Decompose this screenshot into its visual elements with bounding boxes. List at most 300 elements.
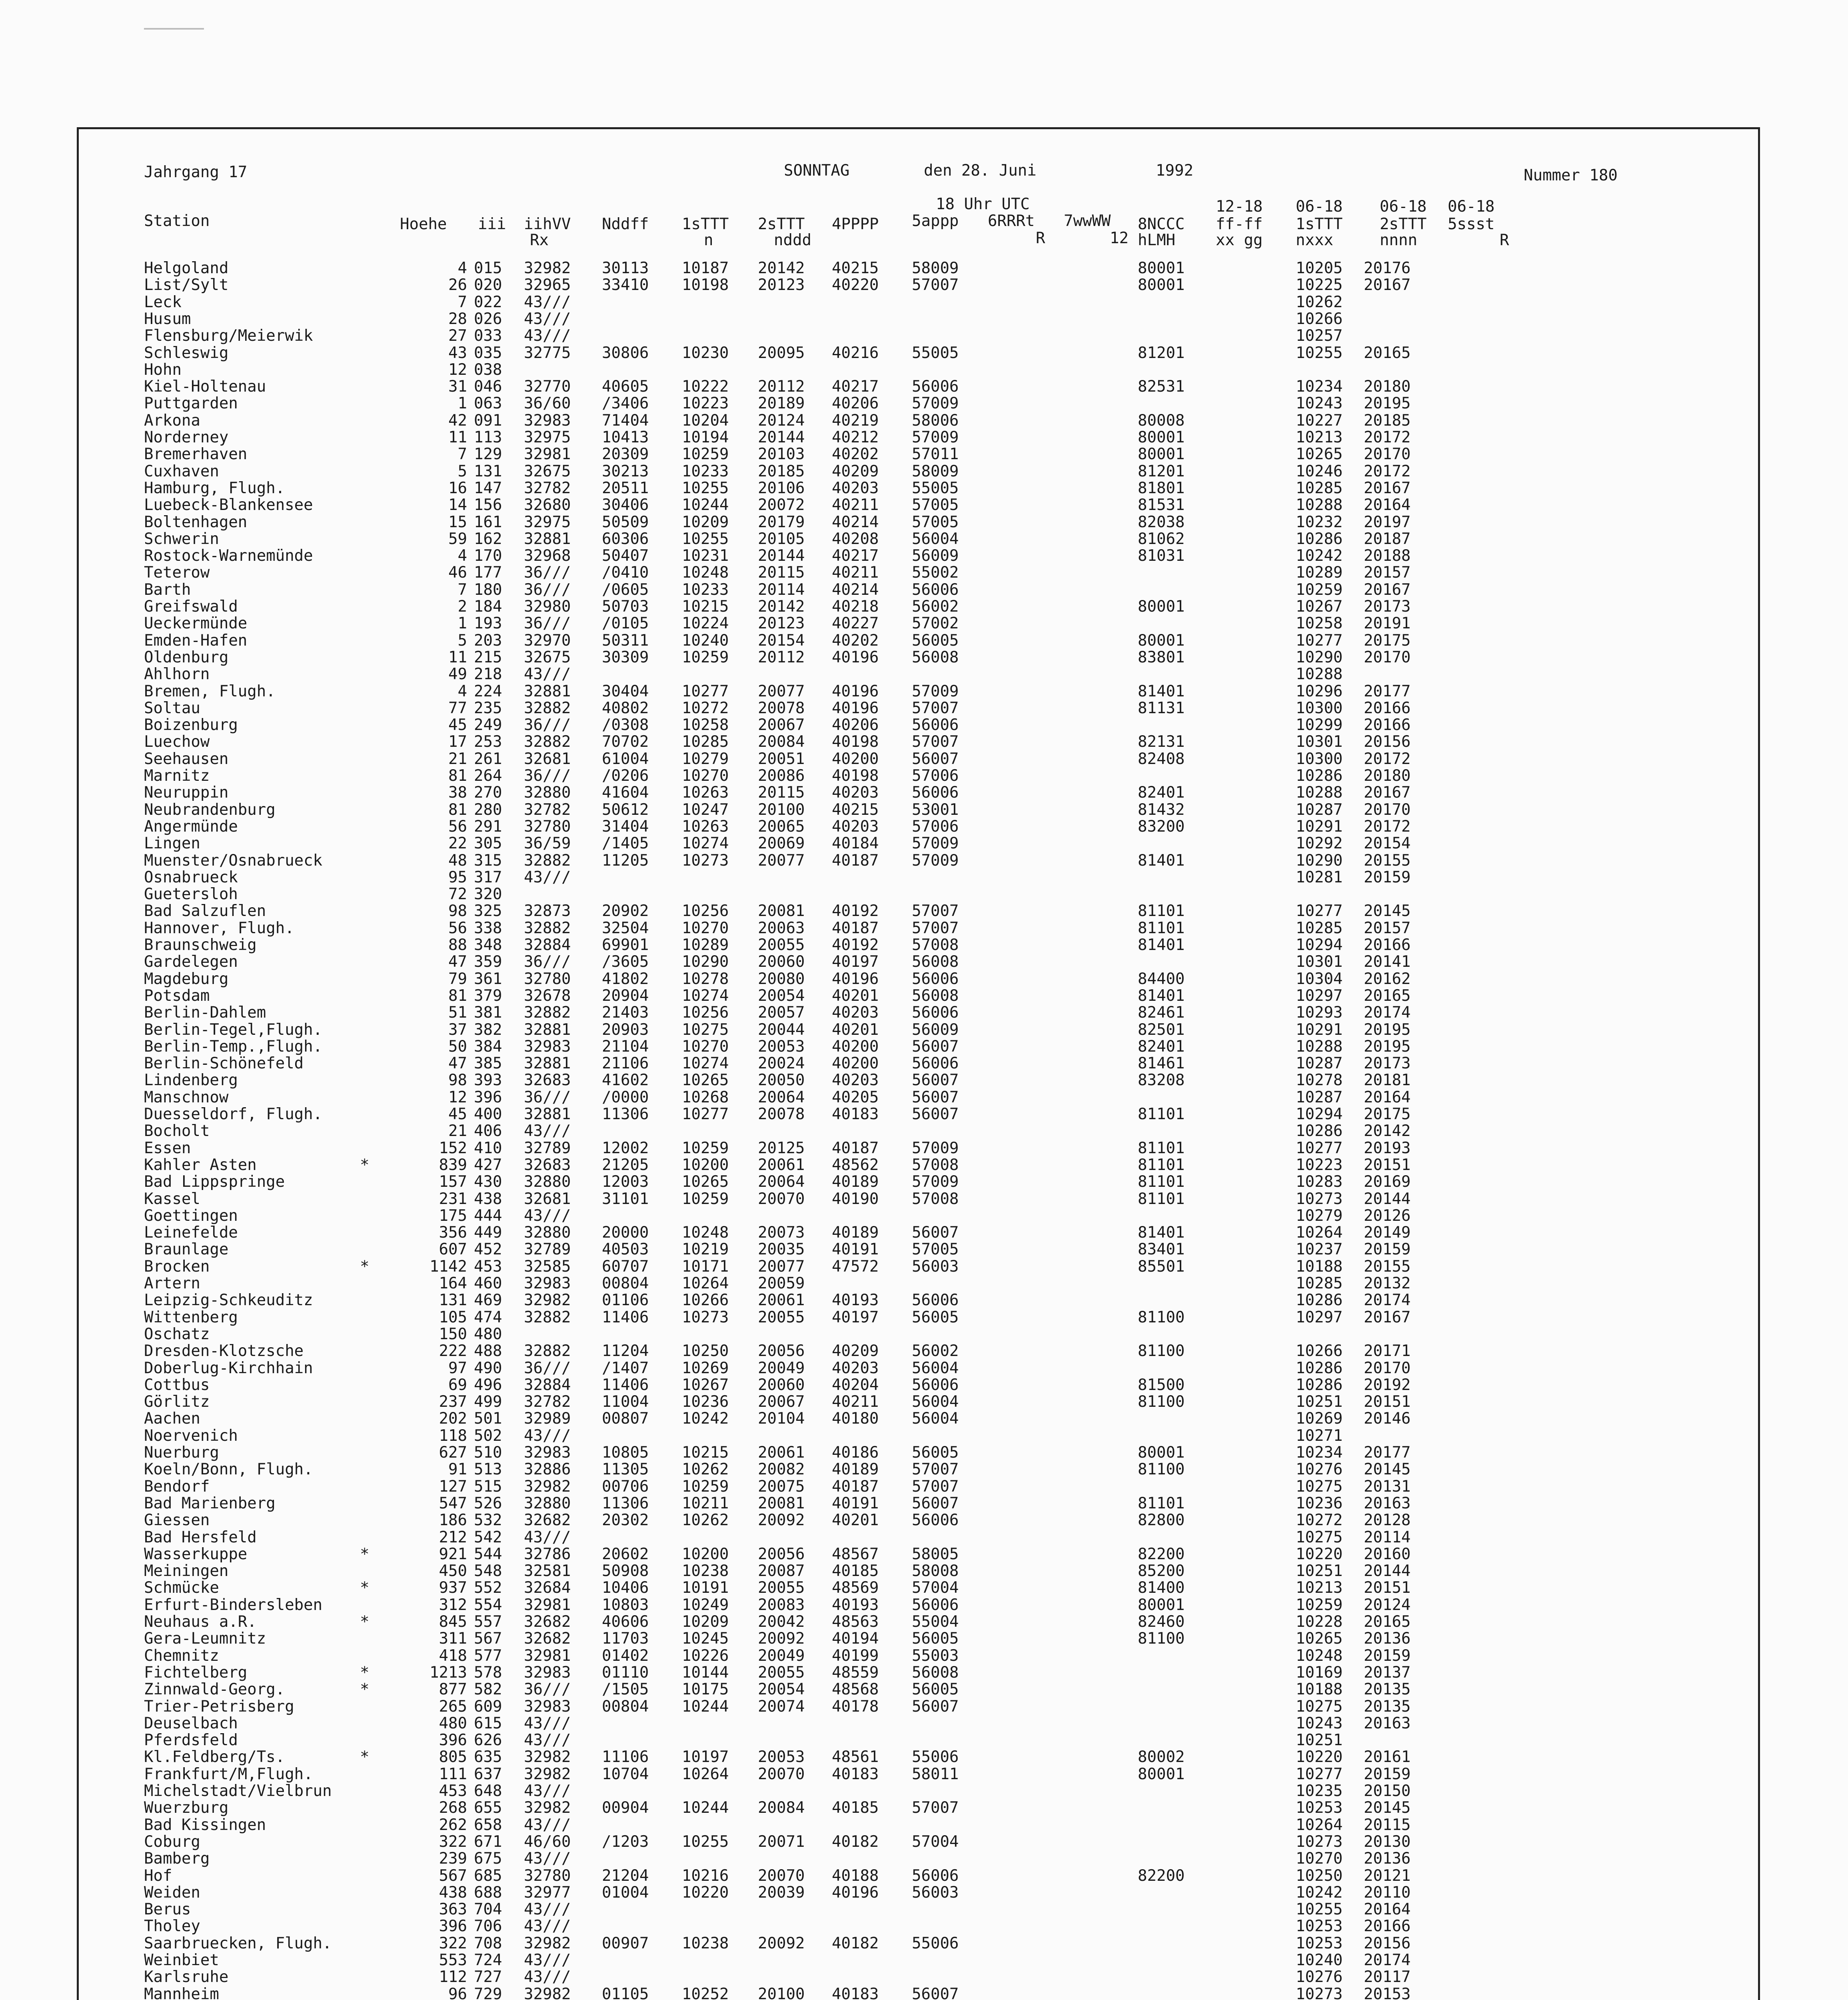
station-name: Giessen xyxy=(144,1511,210,1530)
station-marker: * xyxy=(360,1613,370,1631)
station-iii: 384 xyxy=(474,1037,502,1056)
station-iii: 410 xyxy=(474,1139,502,1157)
station-1sttt-nxxx: 10297 xyxy=(1296,986,1343,1005)
table-row xyxy=(0,277,1680,294)
station-1sttt-nxxx: 10279 xyxy=(1296,1206,1343,1225)
station-8nccc: 81101 xyxy=(1138,1494,1185,1512)
station-2sttt: 20055 xyxy=(758,1579,805,1597)
station-5appp: 56006 xyxy=(912,1511,959,1530)
station-nddff: 60306 xyxy=(602,530,649,548)
station-5appp: 56007 xyxy=(912,1071,959,1090)
station-iihvv: 32980 xyxy=(524,598,571,616)
station-8nccc: 80001 xyxy=(1138,1765,1185,1783)
table-row xyxy=(0,1529,1680,1546)
station-4pppp: 40196 xyxy=(832,682,879,700)
station-5appp: 55006 xyxy=(912,1748,959,1766)
station-1sttt: 10200 xyxy=(682,1156,729,1174)
station-4pppp: 40214 xyxy=(832,513,879,531)
station-name: Husum xyxy=(144,310,191,328)
station-1sttt-nxxx: 10264 xyxy=(1296,1224,1343,1242)
station-5appp: 56006 xyxy=(912,1866,959,1885)
station-1sttt-nxxx: 10253 xyxy=(1296,1917,1343,1936)
station-5appp: 56008 xyxy=(912,648,959,666)
station-1sttt: 10194 xyxy=(682,428,729,446)
station-8nccc: 82408 xyxy=(1138,750,1185,768)
station-2sttt-nnnn: 20124 xyxy=(1364,1596,1411,1614)
header-4pppp: 4PPPP xyxy=(832,215,879,233)
station-iii: 430 xyxy=(474,1173,502,1191)
station-iii: 708 xyxy=(474,1934,502,1952)
table-row xyxy=(0,1326,1680,1343)
station-name: Luechow xyxy=(144,733,210,751)
station-2sttt: 20106 xyxy=(758,479,805,497)
station-8nccc: 81500 xyxy=(1138,1376,1185,1394)
station-1sttt: 10244 xyxy=(682,1799,729,1817)
station-1sttt: 10238 xyxy=(682,1934,729,1952)
station-iii: 499 xyxy=(474,1393,502,1411)
station-iihvv: 32983 xyxy=(524,1037,571,1056)
station-nddff: /0206 xyxy=(602,767,649,785)
station-iii: 291 xyxy=(474,817,502,836)
station-2sttt-nnnn: 20162 xyxy=(1364,970,1411,988)
station-5appp: 56007 xyxy=(912,1088,959,1106)
station-4pppp: 40201 xyxy=(832,1020,879,1039)
station-2sttt: 20051 xyxy=(758,750,805,768)
station-name: Bad Kissingen xyxy=(144,1816,266,1834)
station-iii: 406 xyxy=(474,1122,502,1140)
table-row xyxy=(0,1580,1680,1596)
station-1sttt: 10274 xyxy=(682,1054,729,1073)
station-iii: 235 xyxy=(474,699,502,717)
station-2sttt-nnnn: 20153 xyxy=(1364,1985,1411,2000)
station-4pppp: 48567 xyxy=(832,1545,879,1563)
station-name: Wittenberg xyxy=(144,1308,238,1326)
station-height: 45 xyxy=(448,716,467,734)
station-2sttt-nnnn: 20175 xyxy=(1364,1105,1411,1123)
station-1sttt-nxxx: 10237 xyxy=(1296,1240,1343,1259)
table-row xyxy=(0,1157,1680,1174)
station-2sttt-nnnn: 20146 xyxy=(1364,1410,1411,1428)
station-1sttt: 10285 xyxy=(682,733,729,751)
station-1sttt-nxxx: 10273 xyxy=(1296,1985,1343,2000)
station-name: Saarbruecken, Flugh. xyxy=(144,1934,332,1952)
station-1sttt: 10270 xyxy=(682,919,729,937)
station-name: Emden-Hafen xyxy=(144,631,248,650)
station-height: 7 xyxy=(458,580,467,599)
station-1sttt-nxxx: 10259 xyxy=(1296,580,1343,599)
table-row xyxy=(0,1749,1680,1766)
station-2sttt: 20087 xyxy=(758,1562,805,1580)
station-1sttt: 10236 xyxy=(682,1393,729,1411)
station-4pppp: 40220 xyxy=(832,276,879,294)
station-4pppp: 48559 xyxy=(832,1663,879,1682)
station-8nccc: 82401 xyxy=(1138,784,1185,802)
station-2sttt-nnnn: 20155 xyxy=(1364,1257,1411,1276)
station-iihvv: 43/// xyxy=(524,1528,571,1546)
header-1sttt-b: 1sTTT xyxy=(1296,215,1343,233)
station-2sttt: 20053 xyxy=(758,1748,805,1766)
station-5appp: 56005 xyxy=(912,631,959,650)
station-iii: 469 xyxy=(474,1291,502,1310)
station-1sttt: 10249 xyxy=(682,1596,729,1614)
table-row xyxy=(0,531,1680,548)
table-row xyxy=(0,954,1680,970)
station-name: Bendorf xyxy=(144,1477,210,1496)
station-height: 268 xyxy=(439,1799,467,1817)
station-name: Chemnitz xyxy=(144,1646,219,1665)
station-iii: 177 xyxy=(474,564,502,582)
station-2sttt-nnnn: 20130 xyxy=(1364,1832,1411,1851)
station-iii: 582 xyxy=(474,1680,502,1699)
station-iihvv: 36/// xyxy=(524,614,571,633)
station-name: Arkona xyxy=(144,411,200,430)
station-iii: 685 xyxy=(474,1866,502,1885)
station-nddff: 11106 xyxy=(602,1748,649,1766)
station-iii: 658 xyxy=(474,1816,502,1834)
station-iihvv: 32884 xyxy=(524,936,571,954)
station-iii: 325 xyxy=(474,902,502,920)
header-5appp: 5appp xyxy=(912,212,959,230)
station-iii: 544 xyxy=(474,1545,502,1563)
station-name: Gardelegen xyxy=(144,953,238,971)
station-1sttt-nxxx: 10251 xyxy=(1296,1562,1343,1580)
station-iii: 180 xyxy=(474,580,502,599)
station-1sttt-nxxx: 10299 xyxy=(1296,716,1343,734)
station-1sttt: 10264 xyxy=(682,1274,729,1292)
station-1sttt-nxxx: 10285 xyxy=(1296,479,1343,497)
station-2sttt-nnnn: 20177 xyxy=(1364,1444,1411,1462)
station-2sttt: 20125 xyxy=(758,1139,805,1157)
station-1sttt: 10242 xyxy=(682,1410,729,1428)
station-1sttt-nxxx: 10277 xyxy=(1296,631,1343,650)
station-4pppp: 40196 xyxy=(832,699,879,717)
date-label: den 28. Juni xyxy=(924,162,1037,180)
station-height: 212 xyxy=(439,1528,467,1546)
station-2sttt: 20060 xyxy=(758,953,805,971)
station-iihvv: 32873 xyxy=(524,902,571,920)
table-row xyxy=(0,784,1680,801)
station-iihvv: 32880 xyxy=(524,784,571,802)
station-iii: 033 xyxy=(474,327,502,345)
header-ff-ff: ff-ff xyxy=(1216,215,1263,233)
station-iihvv: 32983 xyxy=(524,1444,571,1462)
station-1sttt: 10263 xyxy=(682,817,729,836)
station-4pppp: 40193 xyxy=(832,1596,879,1614)
station-2sttt-nnnn: 20128 xyxy=(1364,1511,1411,1530)
station-8nccc: 81201 xyxy=(1138,462,1185,480)
station-1sttt-nxxx: 10169 xyxy=(1296,1663,1343,1682)
station-2sttt-nnnn: 20156 xyxy=(1364,733,1411,751)
station-1sttt: 10259 xyxy=(682,1190,729,1208)
station-8nccc: 81101 xyxy=(1138,919,1185,937)
station-1sttt-nxxx: 10235 xyxy=(1296,1782,1343,1800)
header-hoehe: Hoehe xyxy=(400,215,447,233)
station-name: Ueckermünde xyxy=(144,614,248,633)
station-8nccc: 81401 xyxy=(1138,936,1185,954)
table-row xyxy=(0,480,1680,497)
station-1sttt: 10263 xyxy=(682,784,729,802)
station-iihvv: 32982 xyxy=(524,1291,571,1310)
table-row xyxy=(0,1850,1680,1867)
table-row xyxy=(0,1495,1680,1512)
station-8nccc: 81101 xyxy=(1138,1173,1185,1191)
station-height: 845 xyxy=(439,1613,467,1631)
station-1sttt-nxxx: 10228 xyxy=(1296,1613,1343,1631)
station-1sttt: 10259 xyxy=(682,445,729,464)
station-1sttt-nxxx: 10220 xyxy=(1296,1545,1343,1563)
station-iii: 379 xyxy=(474,986,502,1005)
station-height: 47 xyxy=(448,1054,467,1073)
station-nddff: 20309 xyxy=(602,445,649,464)
station-1sttt: 10289 xyxy=(682,936,729,954)
station-4pppp: 40203 xyxy=(832,479,879,497)
station-nddff: 21204 xyxy=(602,1866,649,1885)
station-2sttt-nnnn: 20172 xyxy=(1364,462,1411,480)
station-iihvv: 32880 xyxy=(524,1224,571,1242)
station-4pppp: 40214 xyxy=(832,580,879,599)
station-2sttt-nnnn: 20159 xyxy=(1364,1646,1411,1665)
station-iihvv: 32981 xyxy=(524,1596,571,1614)
station-iihvv: 36/// xyxy=(524,1088,571,1106)
station-iii: 438 xyxy=(474,1190,502,1208)
station-2sttt-nnnn: 20181 xyxy=(1364,1071,1411,1090)
station-8nccc: 80001 xyxy=(1138,1596,1185,1614)
station-4pppp: 40211 xyxy=(832,1393,879,1411)
station-height: 14 xyxy=(448,496,467,514)
station-2sttt-nnnn: 20165 xyxy=(1364,986,1411,1005)
station-name: Boltenhagen xyxy=(144,513,248,531)
station-iii: 675 xyxy=(474,1850,502,1868)
station-marker: * xyxy=(360,1663,370,1682)
station-name: Lingen xyxy=(144,834,200,853)
station-8nccc: 85501 xyxy=(1138,1257,1185,1276)
station-iii: 193 xyxy=(474,614,502,633)
station-1sttt-nxxx: 10236 xyxy=(1296,1494,1343,1512)
station-name: Berus xyxy=(144,1900,191,1919)
station-5appp: 56006 xyxy=(912,1004,959,1022)
station-iii: 022 xyxy=(474,293,502,311)
station-8nccc: 83401 xyxy=(1138,1240,1185,1259)
table-row xyxy=(0,683,1680,700)
station-nddff: 21205 xyxy=(602,1156,649,1174)
station-2sttt: 20055 xyxy=(758,1663,805,1682)
station-name: Teterow xyxy=(144,564,210,582)
station-8nccc: 81401 xyxy=(1138,682,1185,700)
station-height: 222 xyxy=(439,1342,467,1360)
station-8nccc: 80001 xyxy=(1138,259,1185,277)
station-1sttt: 10175 xyxy=(682,1680,729,1699)
station-4pppp: 40219 xyxy=(832,411,879,430)
table-row xyxy=(0,1597,1680,1614)
station-2sttt: 20069 xyxy=(758,834,805,853)
station-5appp: 56004 xyxy=(912,530,959,548)
station-1sttt: 10258 xyxy=(682,716,729,734)
station-1sttt-nxxx: 10265 xyxy=(1296,1630,1343,1648)
station-nddff: 11306 xyxy=(602,1494,649,1512)
station-height: 4 xyxy=(458,682,467,700)
station-2sttt-nnnn: 20166 xyxy=(1364,936,1411,954)
station-8nccc: 80008 xyxy=(1138,411,1185,430)
station-2sttt-nnnn: 20161 xyxy=(1364,1748,1411,1766)
station-2sttt-nnnn: 20165 xyxy=(1364,344,1411,362)
station-iihvv: 32982 xyxy=(524,1985,571,2000)
station-1sttt: 10209 xyxy=(682,1613,729,1631)
station-8nccc: 82461 xyxy=(1138,1004,1185,1022)
station-2sttt: 20114 xyxy=(758,580,805,599)
station-iii: 161 xyxy=(474,513,502,531)
station-iihvv: 43/// xyxy=(524,1714,571,1732)
table-row xyxy=(0,869,1680,886)
station-1sttt: 10223 xyxy=(682,394,729,413)
header-n: n xyxy=(704,231,713,249)
station-5appp: 56004 xyxy=(912,1359,959,1377)
station-4pppp: 40187 xyxy=(832,851,879,870)
station-1sttt-nxxx: 10205 xyxy=(1296,259,1343,277)
station-4pppp: 40199 xyxy=(832,1646,879,1665)
station-2sttt: 20049 xyxy=(758,1359,805,1377)
station-5appp: 56007 xyxy=(912,750,959,768)
station-nddff: 10413 xyxy=(602,428,649,446)
station-5appp: 57006 xyxy=(912,817,959,836)
station-name: Potsdam xyxy=(144,986,210,1005)
station-name: Osnabrueck xyxy=(144,868,238,886)
station-name: Nuerburg xyxy=(144,1444,219,1462)
station-name: Karlsruhe xyxy=(144,1968,229,1986)
station-2sttt-nnnn: 20164 xyxy=(1364,1900,1411,1919)
table-row xyxy=(0,1512,1680,1529)
table-row xyxy=(0,598,1680,615)
table-row xyxy=(0,1563,1680,1580)
station-2sttt-nnnn: 20170 xyxy=(1364,648,1411,666)
table-row xyxy=(0,700,1680,717)
station-1sttt: 10266 xyxy=(682,1291,729,1310)
station-name: Michelstadt/Vielbrun xyxy=(144,1782,332,1800)
station-2sttt-nnnn: 20126 xyxy=(1364,1206,1411,1225)
station-1sttt: 10247 xyxy=(682,800,729,819)
station-2sttt-nnnn: 20191 xyxy=(1364,614,1411,633)
station-height: 937 xyxy=(439,1579,467,1597)
station-2sttt: 20063 xyxy=(758,919,805,937)
station-4pppp: 48561 xyxy=(832,1748,879,1766)
station-1sttt: 10270 xyxy=(682,767,729,785)
station-1sttt: 10187 xyxy=(682,259,729,277)
station-5appp: 57007 xyxy=(912,1799,959,1817)
station-1sttt-nxxx: 10243 xyxy=(1296,1714,1343,1732)
station-1sttt-nxxx: 10293 xyxy=(1296,1004,1343,1022)
station-height: 47 xyxy=(448,953,467,971)
station-nddff: 01106 xyxy=(602,1291,649,1310)
station-2sttt: 20100 xyxy=(758,1985,805,2000)
station-1sttt-nxxx: 10234 xyxy=(1296,378,1343,396)
table-row xyxy=(0,1952,1680,1969)
station-name: Soltau xyxy=(144,699,200,717)
station-iii: 727 xyxy=(474,1968,502,1986)
station-8nccc: 81100 xyxy=(1138,1460,1185,1479)
station-nddff: 00804 xyxy=(602,1697,649,1716)
station-iihvv: 32782 xyxy=(524,479,571,497)
station-name: Noervenich xyxy=(144,1426,238,1445)
station-1sttt: 10277 xyxy=(682,682,729,700)
station-2sttt-nnnn: 20195 xyxy=(1364,394,1411,413)
station-1sttt: 10238 xyxy=(682,1562,729,1580)
station-4pppp: 40178 xyxy=(832,1697,879,1716)
station-2sttt: 20144 xyxy=(758,428,805,446)
station-1sttt-nxxx: 10278 xyxy=(1296,1071,1343,1090)
station-5appp: 56004 xyxy=(912,1410,959,1428)
station-iihvv: 43/// xyxy=(524,1731,571,1750)
header-7wwww: 7wwWW xyxy=(1064,212,1111,230)
station-iihvv: 36/60 xyxy=(524,394,571,413)
station-iihvv: 32682 xyxy=(524,1613,571,1631)
station-nddff: 21104 xyxy=(602,1037,649,1056)
station-2sttt-nnnn: 20175 xyxy=(1364,631,1411,650)
station-iihvv: 32882 xyxy=(524,919,571,937)
station-name: Leipzig-Schkeuditz xyxy=(144,1291,313,1310)
station-iii: 320 xyxy=(474,885,502,904)
station-4pppp: 40196 xyxy=(832,648,879,666)
station-5appp: 57007 xyxy=(912,1460,959,1479)
station-height: 59 xyxy=(448,530,467,548)
station-name: Doberlug-Kirchhain xyxy=(144,1359,313,1377)
station-4pppp: 40180 xyxy=(832,1410,879,1428)
station-nddff: 12002 xyxy=(602,1139,649,1157)
station-8nccc: 81131 xyxy=(1138,699,1185,717)
station-iihvv: 32775 xyxy=(524,344,571,362)
station-nddff: 40503 xyxy=(602,1240,649,1259)
station-iii: 460 xyxy=(474,1274,502,1292)
station-iihvv: 43/// xyxy=(524,1850,571,1868)
station-iihvv: 32683 xyxy=(524,1071,571,1090)
station-height: 79 xyxy=(448,970,467,988)
station-name: Weiden xyxy=(144,1883,200,1902)
station-4pppp: 40216 xyxy=(832,344,879,362)
station-iihvv: 43/// xyxy=(524,1122,571,1140)
station-nddff: 70702 xyxy=(602,733,649,751)
station-iii: 400 xyxy=(474,1105,502,1123)
station-name: Schwerin xyxy=(144,530,219,548)
header-2sttt: 2sTTT xyxy=(758,215,805,233)
station-height: 311 xyxy=(439,1630,467,1648)
station-1sttt: 10262 xyxy=(682,1460,729,1479)
header-18-uhr: 18 Uhr UTC xyxy=(936,195,1030,213)
station-iihvv: 32683 xyxy=(524,1156,571,1174)
station-1sttt-nxxx: 10227 xyxy=(1296,411,1343,430)
station-nddff: 50908 xyxy=(602,1562,649,1580)
station-2sttt-nnnn: 20167 xyxy=(1364,580,1411,599)
station-name: Kassel xyxy=(144,1190,200,1208)
station-2sttt-nnnn: 20145 xyxy=(1364,902,1411,920)
station-iii: 648 xyxy=(474,1782,502,1800)
station-height: 7 xyxy=(458,445,467,464)
station-iii: 637 xyxy=(474,1765,502,1783)
station-5appp: 57004 xyxy=(912,1832,959,1851)
station-4pppp: 40197 xyxy=(832,953,879,971)
station-2sttt: 20049 xyxy=(758,1646,805,1665)
station-height: 97 xyxy=(448,1359,467,1377)
station-height: 805 xyxy=(439,1748,467,1766)
table-row xyxy=(0,1089,1680,1106)
station-5appp: 53001 xyxy=(912,800,959,819)
station-1sttt-nxxx: 10281 xyxy=(1296,868,1343,886)
station-name: Goettingen xyxy=(144,1206,238,1225)
station-2sttt-nnnn: 20167 xyxy=(1364,479,1411,497)
station-iihvv: 32881 xyxy=(524,1105,571,1123)
table-row xyxy=(0,1648,1680,1664)
station-nddff: 50311 xyxy=(602,631,649,650)
station-iihvv: 43/// xyxy=(524,1426,571,1445)
station-2sttt-nnnn: 20177 xyxy=(1364,682,1411,700)
station-iihvv: 32581 xyxy=(524,1562,571,1580)
